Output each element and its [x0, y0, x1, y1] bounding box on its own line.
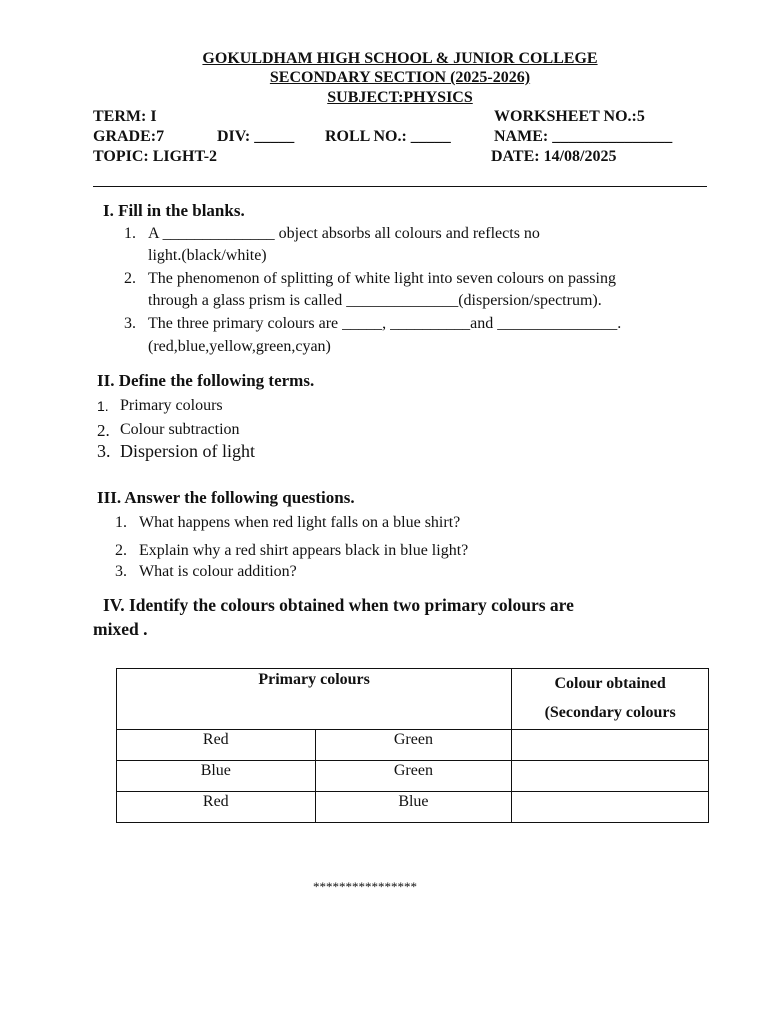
table-row: [117, 792, 709, 823]
answer-cell: [512, 761, 709, 792]
table-row: [117, 761, 709, 792]
colour-obtained-header: [512, 669, 709, 730]
worksheet-number: WORKSHEET NO.:5: [494, 108, 645, 125]
term-label: TERM: I: [93, 108, 157, 125]
section-4-title: IV. Identify the colours obtained when two primary colours are: [103, 595, 574, 615]
list-item-number: 1.: [97, 398, 109, 414]
colour-obtained-header-line1: Colour obtained: [554, 675, 666, 692]
list-item-number: 2.: [124, 270, 136, 287]
colour-obtained-header-line2: (Secondary colours: [544, 704, 676, 721]
section-heading: SECONDARY SECTION (2025-2026): [269, 69, 531, 86]
list-item-number: 3.: [124, 315, 136, 332]
answer-cell: [512, 792, 709, 823]
list-item: Dispersion of light: [120, 441, 255, 461]
date-label: DATE: 14/08/2025: [491, 148, 617, 165]
list-item: A ______________ object absorbs all colours and reflects no: [148, 225, 540, 242]
table-cell: Blue: [315, 792, 512, 823]
section-1-title: I. Fill in the blanks.: [103, 201, 245, 220]
list-item: The three primary colours are _____, __________and _______________.: [148, 315, 622, 332]
name-field: NAME: _______________: [494, 128, 673, 145]
grade-label: GRADE:7: [93, 128, 165, 145]
table-cell: Green: [315, 730, 512, 761]
end-marker: ****************: [313, 879, 417, 894]
list-item: Primary colours: [120, 397, 223, 414]
table-cell: Red: [117, 730, 316, 761]
section-3-title: III. Answer the following questions.: [97, 488, 355, 507]
list-item-number: 3.: [115, 563, 127, 580]
section-4-title-continuation: mixed .: [93, 619, 148, 639]
list-item-continuation: through a glass prism is called ______________(dispersion/spectrum).: [148, 292, 602, 309]
list-item: The phenomenon of splitting of white light into seven colours on passing: [148, 270, 616, 287]
table-cell: Green: [315, 761, 512, 792]
list-item-number: 3.: [97, 441, 111, 461]
subject-heading: SUBJECT:PHYSICS: [327, 89, 473, 106]
list-item-number: 2.: [97, 421, 110, 440]
list-item: Colour subtraction: [120, 421, 240, 438]
section-2-title: II. Define the following terms.: [97, 371, 315, 390]
school-name: GOKULDHAM HIGH SCHOOL & JUNIOR COLLEGE: [202, 50, 598, 67]
colour-mixing-table: [116, 668, 709, 823]
list-item-number: 1.: [124, 225, 136, 242]
roll-number-field: ROLL NO.: _____: [325, 128, 451, 145]
primary-colours-header: Primary colours: [117, 669, 512, 730]
list-item-number: 2.: [115, 542, 127, 559]
list-item-continuation: (red,blue,yellow,green,cyan): [148, 338, 331, 355]
list-item-continuation: light.(black/white): [148, 247, 267, 264]
list-item: What happens when red light falls on a blue shirt?: [139, 514, 461, 531]
list-item: What is colour addition?: [139, 563, 297, 580]
header-divider: [93, 186, 707, 187]
list-item: Explain why a red shirt appears black in blue light?: [139, 542, 469, 559]
list-item-number: 1.: [115, 514, 127, 531]
topic-label: TOPIC: LIGHT-2: [93, 148, 218, 165]
answer-cell: [512, 730, 709, 761]
table-cell: Blue: [117, 761, 316, 792]
table-cell: Red: [117, 792, 316, 823]
div-field: DIV: _____: [217, 128, 295, 145]
table-row: [117, 730, 709, 761]
